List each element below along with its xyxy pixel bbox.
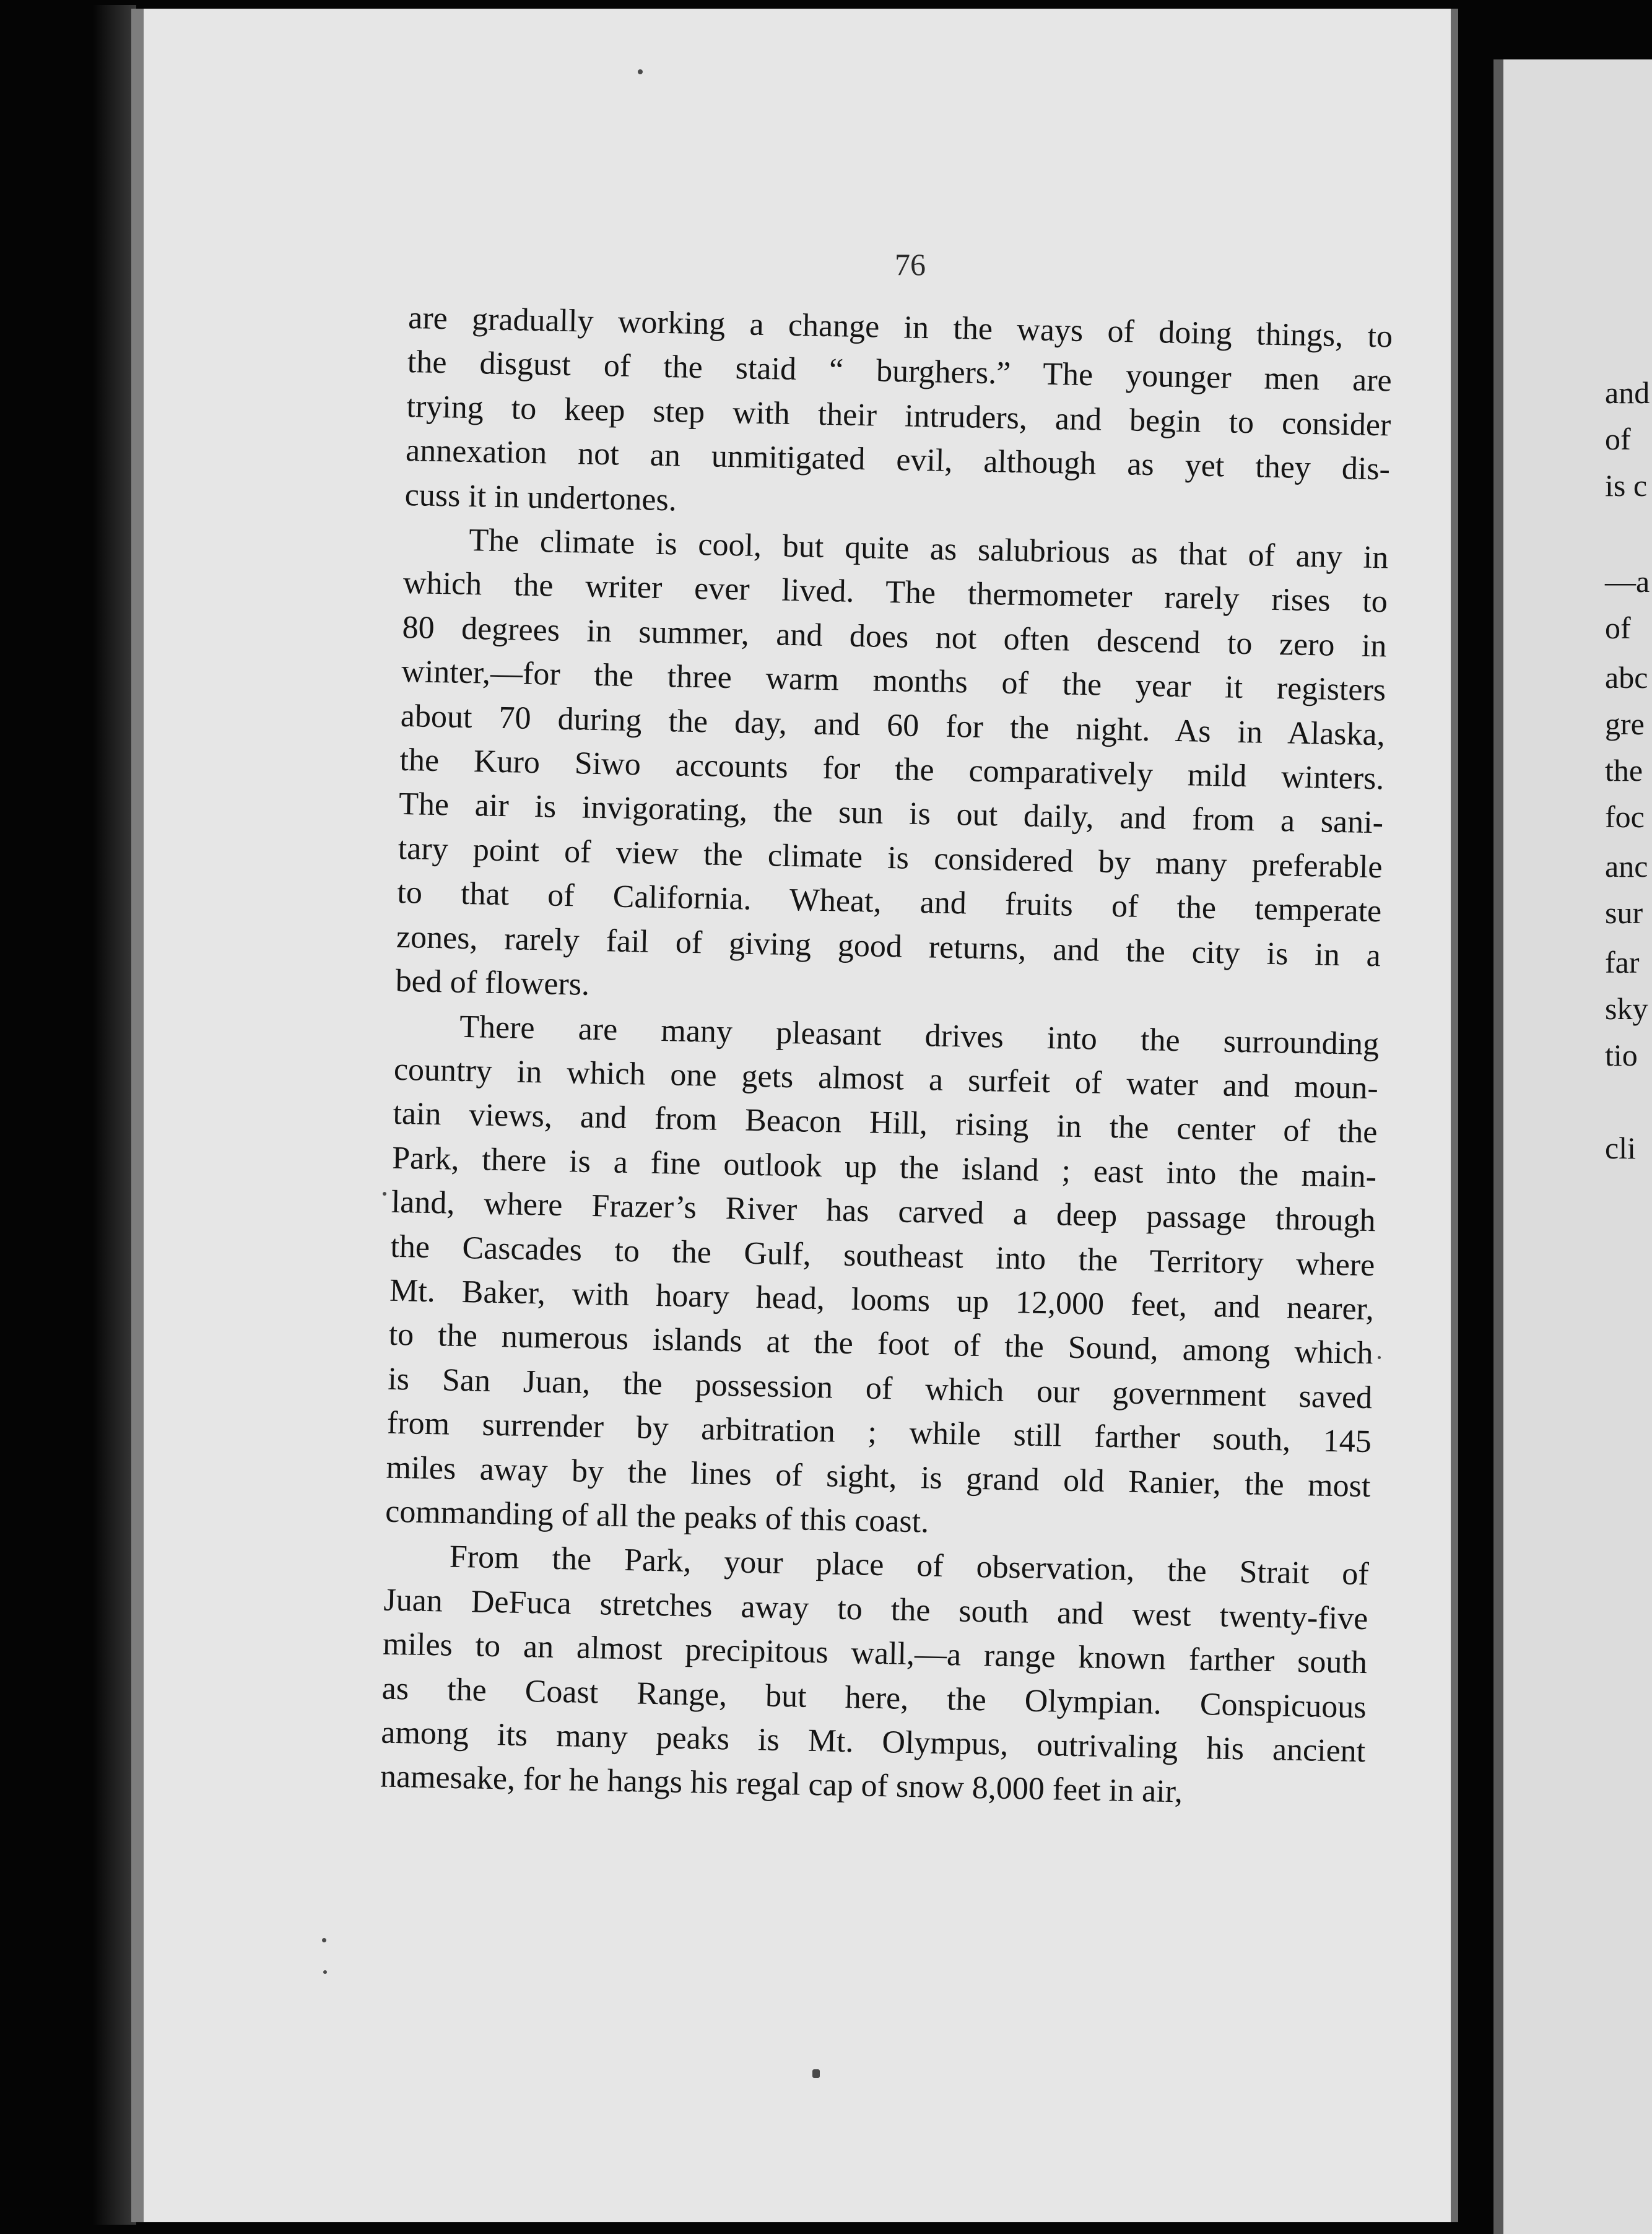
text-line: among its many peaks is Mt. Olympus, outrivaling his ancient [380,1715,1366,1770]
text-line: There are many pleasant drives into the surrounding [459,1009,1380,1062]
text-line: cuss it in undertones. [404,477,677,518]
text-line: about 70 during the day, and 60 for the night. As in Alaska, [400,698,1386,753]
text-line: are gradually working a change in the ways of doing things, to [407,300,1393,355]
text-line: winter,—for the three warm months of the year it registers [401,654,1386,708]
text-line: zones, rarely fail of giving good returns, and the city is in a [396,919,1381,974]
facing-page-fragment: cli [1605,1131,1636,1165]
text-line: the disgust of the staid “ burghers.” The younger men are [407,344,1393,399]
text-line: which the writer ever lived. The thermometer rarely rises to [402,565,1388,620]
text-line: tain views, and from Beacon Hill, rising in the center of the [393,1096,1378,1150]
facing-page-fragment: of [1605,611,1631,645]
facing-page-fragment: anc [1605,849,1648,884]
scan-speck [1378,1356,1381,1359]
text-line: namesake, for he hangs his regal cap of snow 8,000 feet in air, [380,1758,1183,1810]
facing-page-fragment: far [1605,945,1640,980]
facing-page-fragment: and [1605,375,1650,410]
text-line: from surrender by arbitration ; while still farther south, 145 [386,1405,1372,1460]
facing-page-fragment: tio [1605,1038,1638,1072]
body-text [380,296,1393,1818]
text-line: The air is invigorating, the sun is out daily, and from a sani- [398,786,1384,841]
text-line: bed of flowers. [395,963,590,1002]
scan-speck [638,69,643,74]
text-line: to that of California. Wheat, and fruits of the temperate [396,875,1382,929]
facing-page-fragment: sur [1605,895,1643,930]
facing-page-fragment: is c [1605,468,1648,503]
scan-speck [322,1938,326,1942]
text-line: From the Park, your place of observation, the Strait of [449,1539,1370,1593]
facing-page-fragment: the [1605,753,1643,788]
text-line: miles away by the lines of sight, is grand old Ranier, the most [386,1449,1371,1504]
scan-speck [383,1192,386,1196]
page-number: 76 [895,247,926,282]
text-line: country in which one gets almost a surfeit of water and moun- [393,1051,1379,1106]
text-line: trying to keep step with their intruders, and begin to consider [406,388,1391,443]
text-line: The climate is cool, but quite as salubrious as that of any in [468,522,1389,576]
paragraph [395,517,1389,1022]
facing-page-fragment: abc [1605,660,1648,695]
facing-page-fragment: gre [1605,706,1645,741]
text-line: commanding of all the peaks of this coast. [385,1493,929,1540]
text-line: annexation not an unmitigated evil, although as yet they dis- [405,433,1391,487]
text-line: 80 degrees in summer, and does not often descend to zero in [402,609,1387,664]
facing-page-fragment: —a [1605,564,1650,599]
text-line: miles to an almost precipitous wall,—a range known farther south [382,1626,1368,1681]
scan-speck [323,1970,327,1974]
text-line: tary point of view the climate is considered by many preferable [398,830,1383,885]
text-line: the Cascades to the Gulf, southeast into the Territory where [389,1228,1375,1283]
text-line: to the numerous islands at the foot of the Sound, among which [388,1317,1374,1371]
facing-page-fragment: sky [1605,991,1648,1026]
paragraph [404,296,1393,536]
paragraph [380,1534,1369,1818]
text-line: land, where Frazer’s River has carved a deep passage through [391,1184,1376,1239]
facing-page-fragment: of [1605,422,1631,456]
text-line: Park, there is a fine outlook up the island ; east into the main- [391,1140,1377,1194]
paragraph [385,1003,1380,1552]
page-edge-shadow [93,5,136,2225]
scan-speck [812,2069,820,2078]
text-line: is San Juan, the possession of which our government saved [387,1361,1373,1415]
text-line: Juan DeFuca stretches away to the south and west twenty-five [383,1582,1368,1636]
facing-page-fragment: foc [1605,799,1645,834]
text-line: the Kuro Siwo accounts for the comparatively mild winters. [399,742,1385,797]
text-line: as the Coast Range, but here, the Olympian. Conspicuous [381,1671,1367,1725]
text-line: Mt. Baker, with hoary head, looms up 12,000 feet, and nearer, [389,1272,1375,1328]
